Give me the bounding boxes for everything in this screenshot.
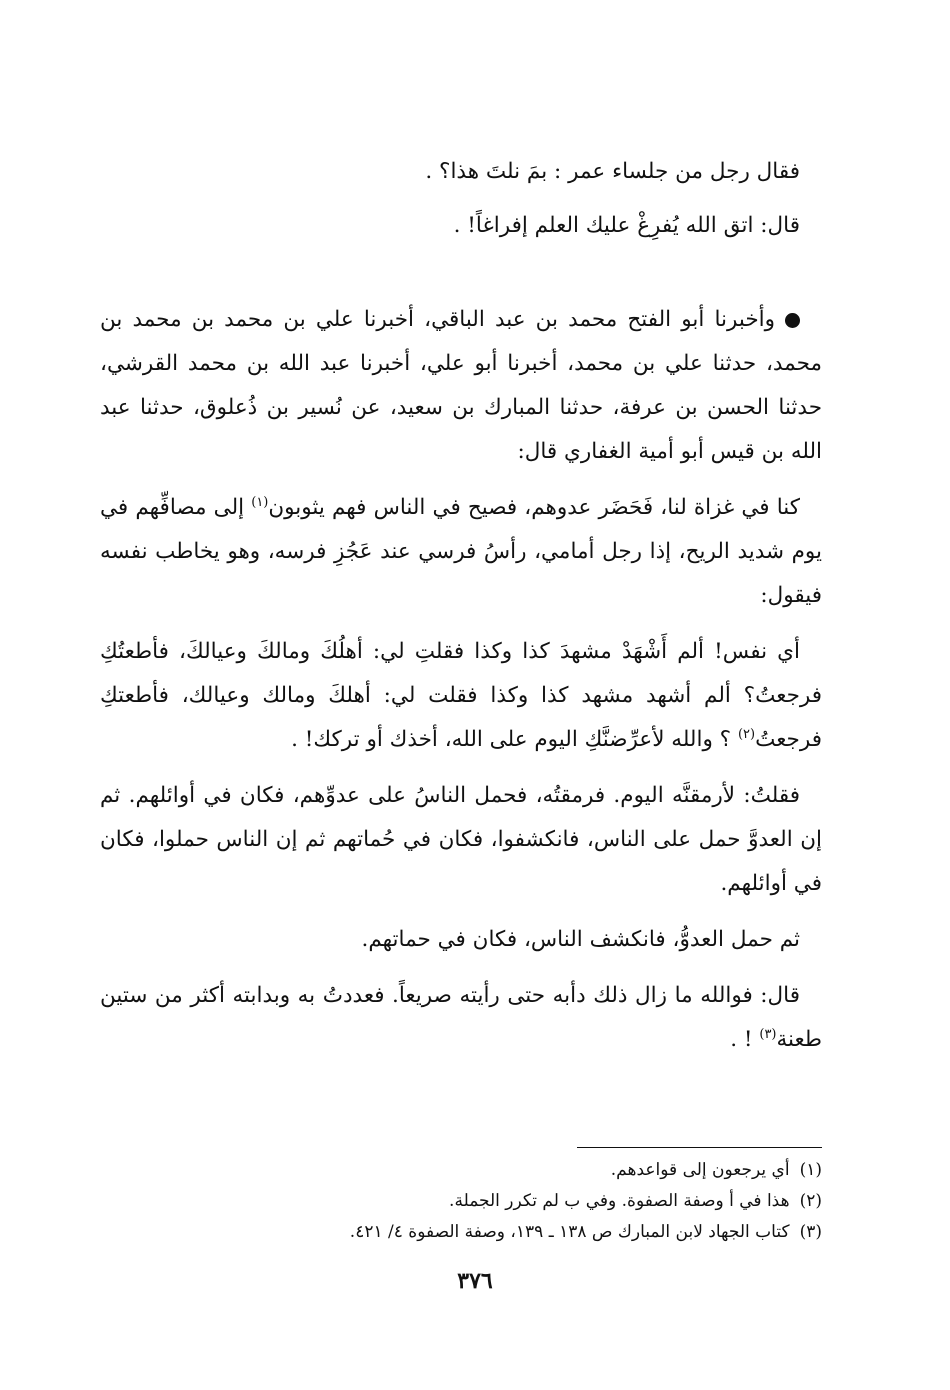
paragraph-text: فقال رجل من جلساء عمر : بمَ نلتَ هذا؟ . xyxy=(425,159,800,184)
footnote-text: هذا في أ وصفة الصفوة. وفي ب لم تكرر الجملة. xyxy=(449,1191,790,1211)
paragraph-text: ؟ والله لأعرِّضنَّكِ اليوم على الله، أخذك أو تركك! . xyxy=(291,727,738,752)
footnote-number: (٣) xyxy=(799,1222,822,1242)
paragraph-text: ! . xyxy=(730,1027,760,1052)
footnote-item xyxy=(100,1186,822,1217)
footnote-item xyxy=(100,1155,822,1186)
paragraph-text: قال: اتق الله يُفرِغْ عليك العلم إفراغاً! . xyxy=(453,213,800,238)
footnote-number: (٢) xyxy=(799,1191,822,1211)
paragraph-observation xyxy=(100,774,822,906)
page-number: ٣٧٦ xyxy=(457,1268,493,1294)
footnote-text: كتاب الجهاد لابن المبارك ص ١٣٨ ـ ١٣٩، وصفة الصفوة ٤/ ٤٢١. xyxy=(349,1222,790,1242)
main-text xyxy=(100,150,822,1074)
paragraph-retreat xyxy=(100,918,822,962)
paragraph-text: أي نفس! ألم أَشْهَدْ مشهدَ كذا وكذا فقلتِ لي: أهلُكَ ومالكَ وعيالكَ، فأطعتُكِ فرجعتُ؟ ألم أشهد مشهد كذا وكذا فقلت لي: أهلكَ ومالك وعيالك، فأطعتكِ فرجعتُ xyxy=(100,639,822,752)
paragraph-question xyxy=(100,150,822,194)
paragraph-isnad xyxy=(100,298,822,474)
paragraph-self-address xyxy=(100,630,822,762)
paragraph-conclusion xyxy=(100,974,822,1062)
footnote-marker: (١) xyxy=(251,494,269,510)
section-gap xyxy=(100,258,822,298)
paragraph-text: إلى مصافِّهم في يوم شديد الريح، إذا رجل أمامي، رأسُ فرسي عند عَجُزِ فرسه، وهو يخاطب نفسه فيقول: xyxy=(100,495,822,608)
footnote-text: أي يرجعون إلى قواعدهم. xyxy=(610,1160,790,1180)
footnotes xyxy=(100,1155,822,1248)
footnote-marker: (٣) xyxy=(759,1026,777,1042)
footnote-divider xyxy=(577,1147,822,1148)
paragraph-answer xyxy=(100,204,822,248)
paragraph-text: ثم حمل العدوُّ، فانكشف الناس، فكان في حماتهم. xyxy=(361,927,800,952)
footnote-item xyxy=(100,1217,822,1248)
footnote-number: (١) xyxy=(799,1160,822,1180)
footnote-marker: (٢) xyxy=(737,726,756,742)
paragraph-text: كنا في غزاة لنا، فَحَضَر عدوهم، فصيح في الناس فهم يثوبون xyxy=(268,495,800,520)
bullet-icon xyxy=(785,313,800,328)
paragraph-text: قال: فوالله ما زال ذلك دأبه حتى رأيته صريعاً. فعددتُ به وبدابته أكثر من ستين طعنة xyxy=(100,983,822,1052)
paragraph-text: فقلتُ: لأرمقنَّه اليوم. فرمقتُه، فحمل الناسُ على عدوِّهم، فكان في أوائلهم. ثم إن العدوَّ حمل على الناس، فانكشفوا، فكان في حُماتهم ثم إن الناس حملوا، فكان في أوائلهم. xyxy=(100,783,822,896)
paragraph-narration xyxy=(100,486,822,618)
paragraph-text: وأخبرنا أبو الفتح محمد بن عبد الباقي، أخبرنا علي بن محمد بن محمد بن محمد، حدثنا علي بن محمد، أخبرنا أبو علي، أخبرنا عبد الله بن محمد القرشي، حدثنا الحسن بن عرفة، حدثنا المبارك بن سعيد، عن نُسير بن ذُعلوق، حدثنا عبد الله بن قيس أبو أمية الغفاري قال: xyxy=(100,307,822,464)
